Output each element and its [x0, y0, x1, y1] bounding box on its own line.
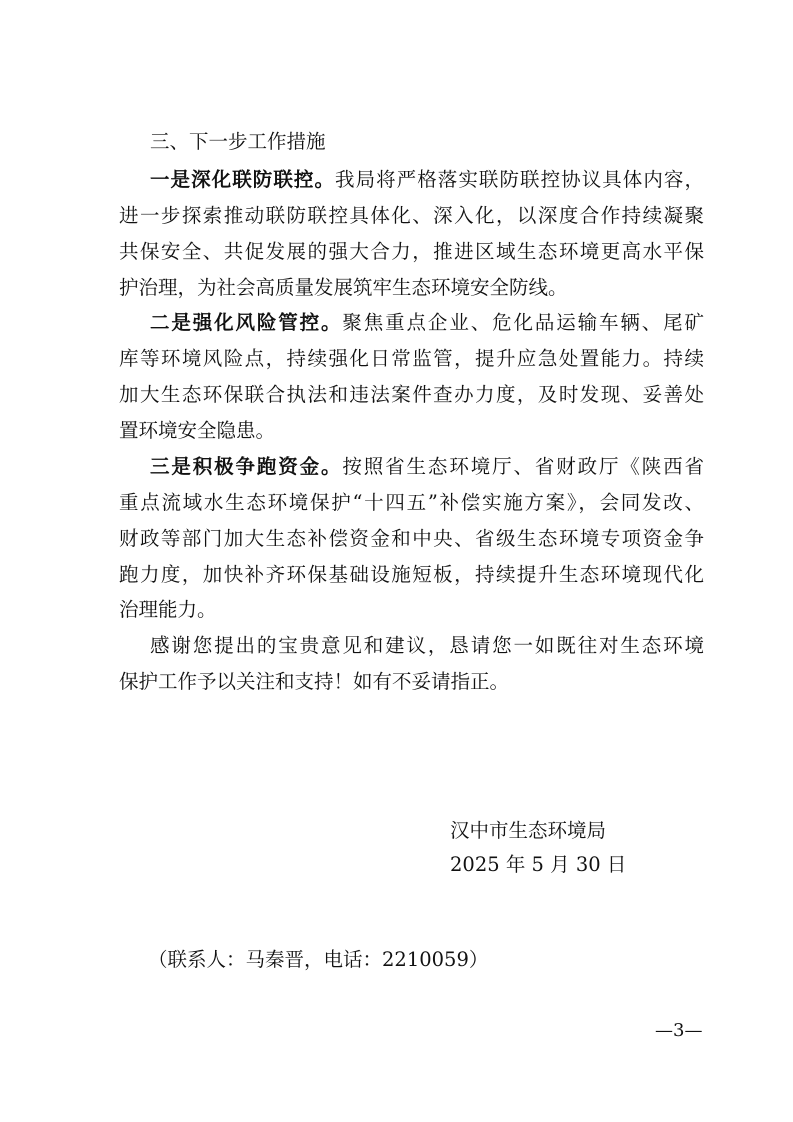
paragraph-3-line-3: 财政等部门加大生态补偿资金和中央、省级生态环境专项资金争 [119, 527, 704, 550]
paragraph-1-line-1 [150, 168, 704, 192]
signature-org: 汉中市生态环境局 [450, 819, 607, 842]
paragraph-2-line-1 [150, 311, 704, 335]
paragraph-3-lead: 三是积极争跑资金。 [150, 455, 343, 478]
page-number: —3— [655, 1020, 703, 1041]
paragraph-1-line-4: 护治理，为社会高质量发展筑牢生态环境安全防线。 [119, 276, 568, 299]
paragraph-1-lead: 一是深化联防联控。 [150, 168, 336, 191]
paragraph-4-line-2: 保护工作予以关注和支持！如有不妥请指正。 [119, 670, 510, 693]
paragraph-3-line-4: 跑力度，加快补齐环保基础设施短板，持续提升生态环境现代化 [119, 563, 704, 586]
paragraph-1-line-1-text: 我局将严格落实联防联控协议具体内容， [335, 168, 704, 191]
paragraph-2-line-1-text: 聚焦重点企业、危化品运输车辆、尾矿 [342, 311, 704, 334]
contact-info: （联系人：马秦晋，电话：2210059） [148, 948, 489, 971]
paragraph-2-line-4: 置环境安全隐患。 [119, 419, 276, 442]
section-heading: 三、下一步工作措施 [150, 130, 326, 153]
paragraph-3-line-5: 治理能力。 [119, 598, 217, 621]
paragraph-1-line-2: 进一步探索推动联防联控具体化、深入化，以深度合作持续凝聚 [119, 204, 704, 227]
paragraph-2-lead: 二是强化风险管控。 [150, 311, 343, 334]
paragraph-2-line-2: 库等环境风险点，持续强化日常监管，提升应急处置能力。持续 [119, 347, 704, 370]
paragraph-1-line-3: 共保安全、共促发展的强大合力，推进区域生态环境更高水平保 [119, 240, 704, 263]
paragraph-2-line-3: 加大生态环保联合执法和违法案件查办力度，及时发现、妥善处 [119, 383, 704, 406]
paragraph-3-line-2: 重点流域水生态环境保护“十四五”补偿实施方案》，会同发改、 [119, 491, 704, 514]
paragraph-3-line-1-text: 按照省生态环境厅、省财政厅《陕西省 [342, 455, 704, 478]
paragraph-4-line-1: 感谢您提出的宝贵意见和建议，恳请您一如既往对生态环境 [150, 634, 704, 657]
signature-date: 2025 年 5 月 30 日 [450, 853, 627, 876]
paragraph-3-line-1 [150, 455, 704, 479]
